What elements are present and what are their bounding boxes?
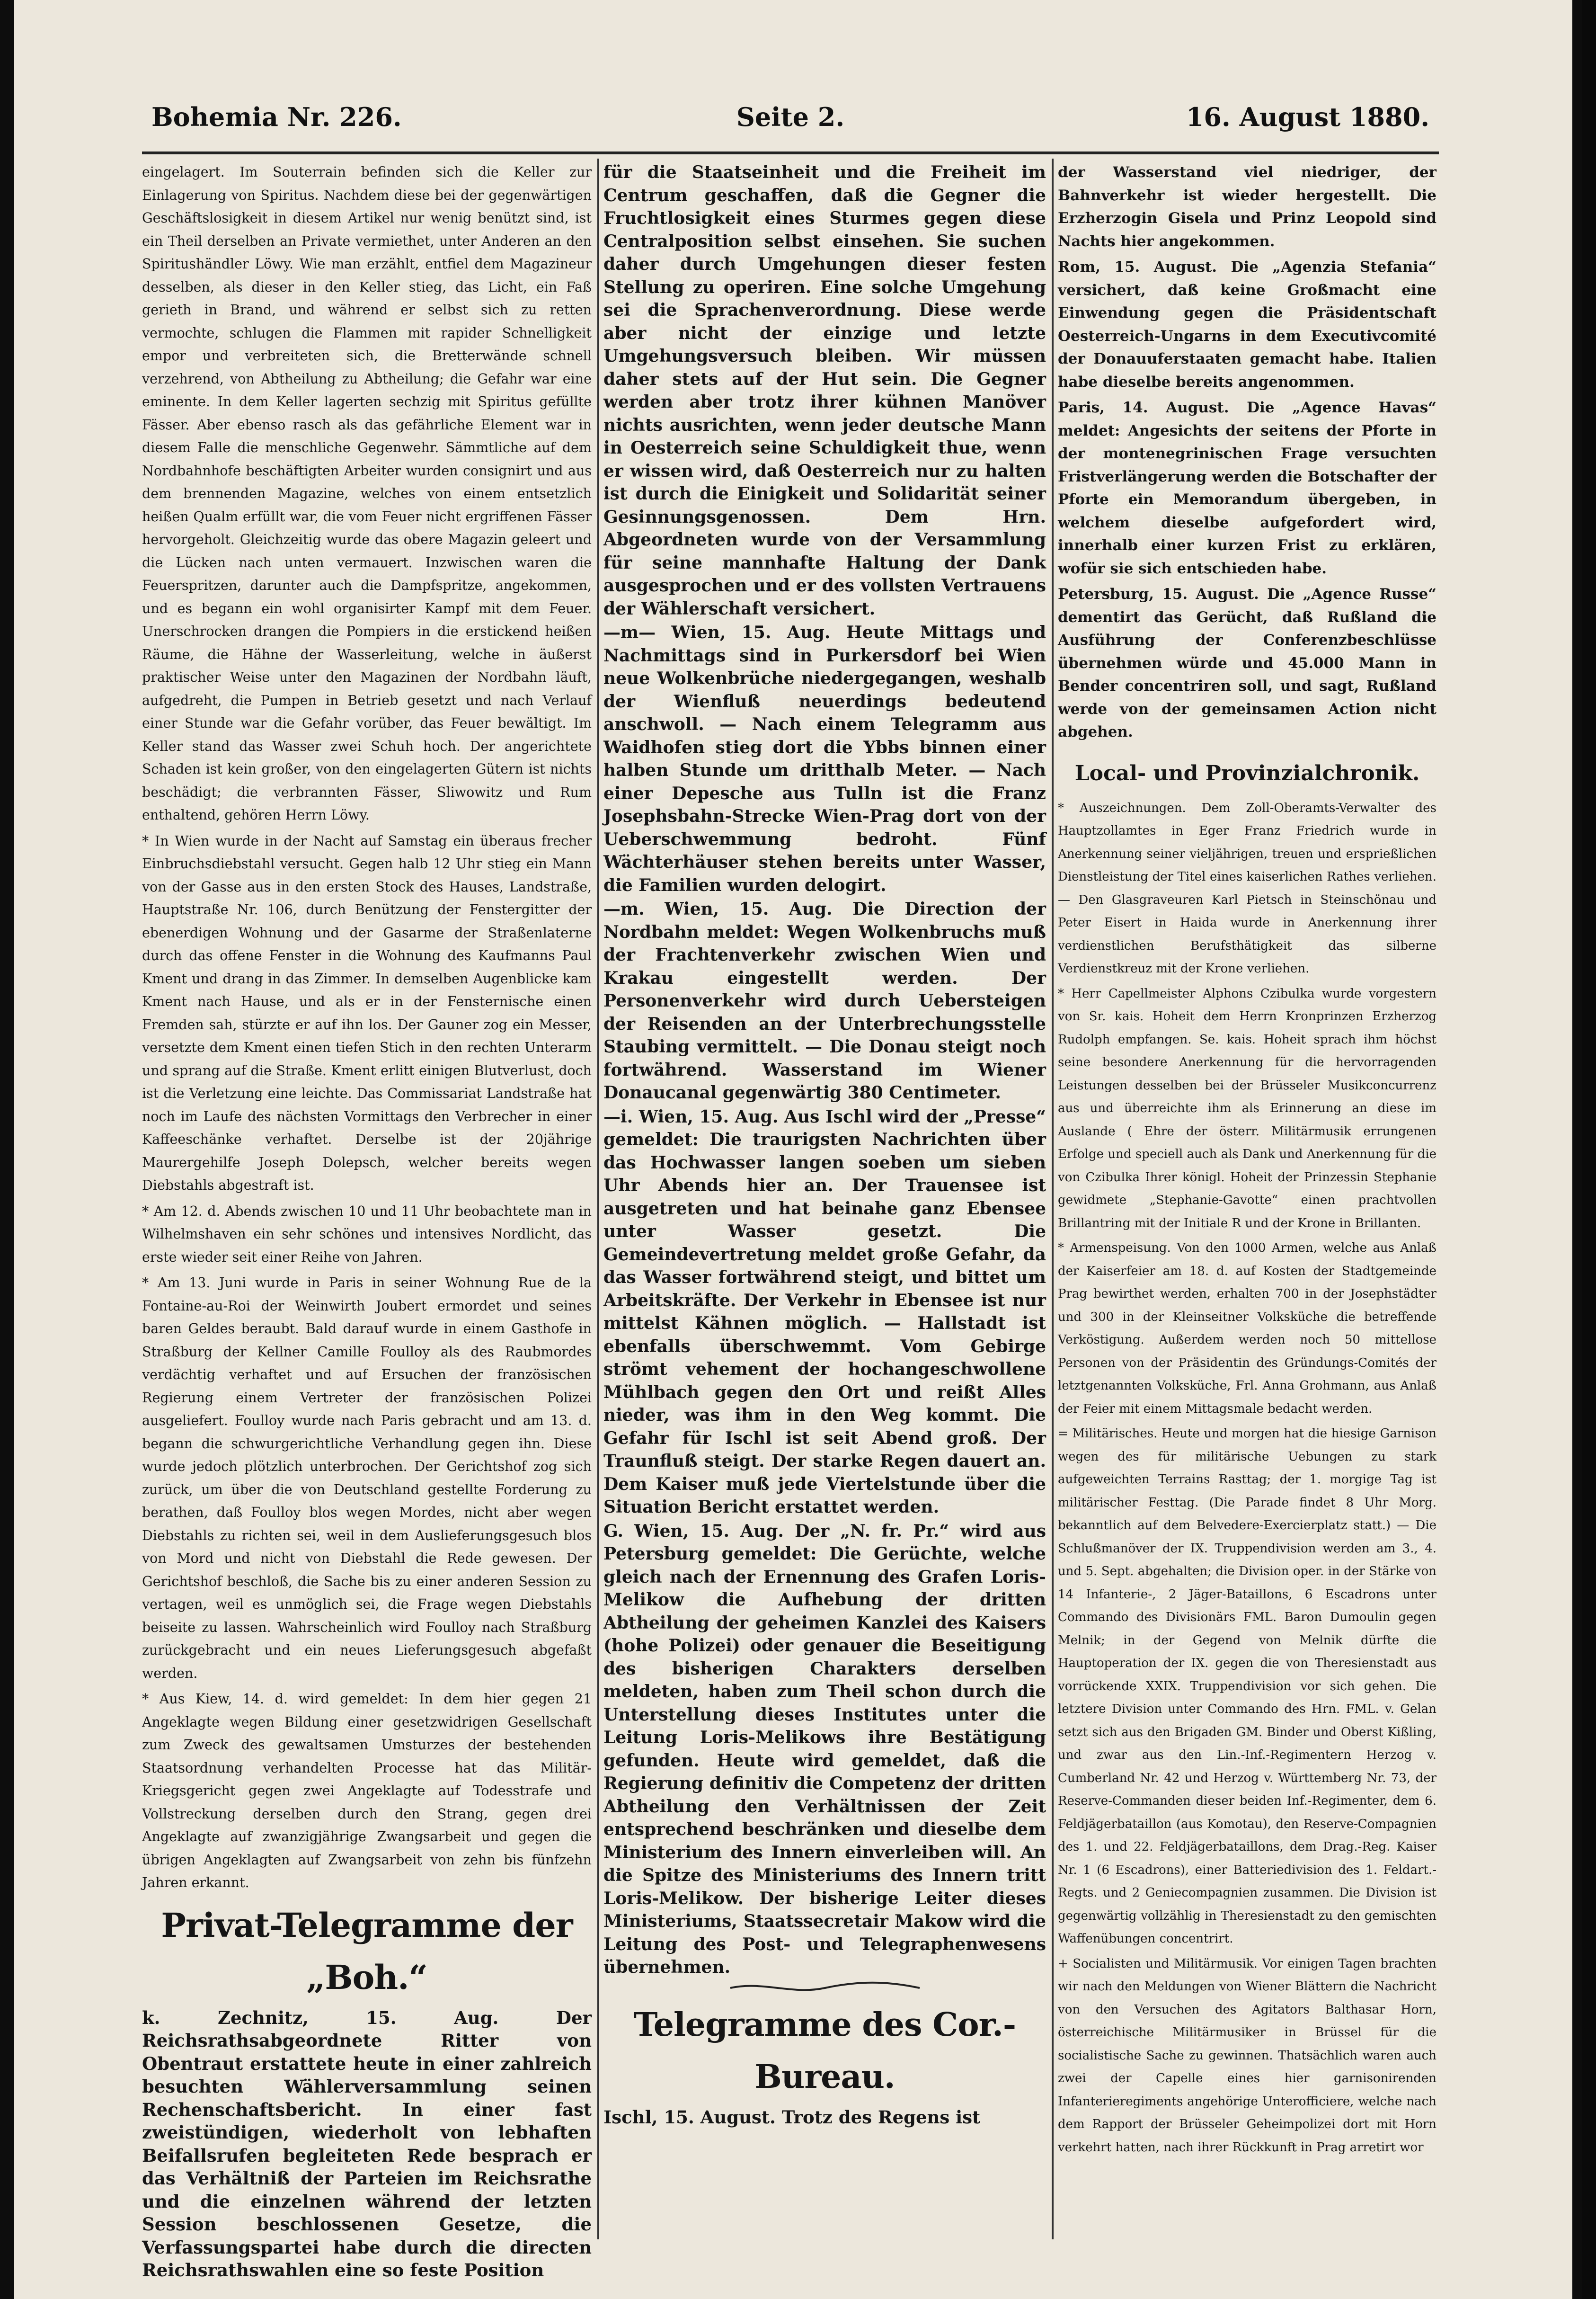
article-zechnitz-continued: für die Staatseinheit und die Freiheit im Centrum geschaffen, daß die Gegner die Fruchtlosigkeit eines Sturmes gegen diese Centralposition selbst einsehen. Sie suchen daher durch Umgehungen dieser festen Stellung zu operiren. Eine solche Umgehung sei die Sprachenverordnung. Diese werde aber nicht der einzige und letzte Umgehungsversuch bleiben. Wir müssen daher stets auf der Hut sein. Die Gegner werden aber trotz ihrer kühnen Manöver nichts ausrichten, wenn jeder deutsche Mann in Oesterreich seine Schuldigkeit thue, wenn er wissen wird, daß Oesterreich nur zu halten ist durch die Einigkeit und Solidarität seiner Gesinnungsgenossen. Dem Hrn. Abgeordneten wurde von der Versammlung für seine mannhafte Haltung der Dank ausgesprochen und er des vollsten Vertrauens der Wählerschaft versichert. — [603, 162, 1046, 619]
article-northern-lights: * Am 12. d. Abends zwischen 10 und 11 Uhr beobachtete man in Wilhelmshaven ein sehr schönes und intensives Nordlicht, das erste wieder seit einer Reihe von Jahren. — [142, 1203, 592, 1265]
article-ischl-flood: —i. Wien, 15. Aug. Aus Ischl wird der „Presse“ gemeldet: Die traurigsten Nachrichten über das Hochwasser langen soeben um sieben Uhr Abends hier an. Der Trauensee ist ausgetreten und hat beinahe ganz Ebensee unter Wasser gesetzt. Die Gemeindevertretung meldet große Gefahr, da das Wasser fortwährend steigt, und bittet um Arbeitskräfte. Der Verkehr in Ebensee ist nur mittelst Kähnen möglich. — Hallstadt ist ebenfalls überschwemmt. Vom Gebirge strömt vehement der hochangeschwollene Mühlbach gegen den Ort und reißt Alles nieder, was ihm in den Weg kommt. Die Gefahr für Ischl ist seit Abend groß. Der Traunfluß steigt. Der starke Regen dauert an. Dem Kaiser muß jede Viertelstunde über die Situation Bericht erstattet werden. — [603, 1106, 1046, 1517]
article-socialists-music: + Socialisten und Militärmusik. Vor einigen Tagen brachten wir nach den Meldungen von Wiener Blättern die Nachricht von den Versuchen des Agitators Balthasar Horn, österreichische Militärmusiker in Brüssel für die socialistische Sache zu gewinnen. Thatsächlich waren auch zwei der Capelle eines hier garnisonirenden Infanterieregiments angehörige Unterofficiere, welche nach dem Rapport der Brüsseler Geheimpolizei dort mit Horn verkehrt hatten, nach ihrer Rückkunft in Prag arretirt wor — [1058, 1956, 1436, 2155]
article-petersburg-russe: Petersburg, 15. August. Die „Agence Russe“ dementirt das Gerücht, daß Rußland die Ausführung der Conferenzbeschlüsse übernehmen würde und 45.000 Mann in Bender concentriren soll, und sagt, Rußland werde von der gemeinsamen Action nicht abgehen. — [1058, 586, 1436, 740]
column-3 — [1058, 161, 1436, 2244]
article-petersburg-police: G. Wien, 15. Aug. Der „N. fr. Pr.“ wird aus Petersburg gemeldet: Die Gerüchte, welche gleich nach der Ernennung des Grafen Loris-Melikow die Aufhebung der dritten Abtheilung der geheimen Kanzlei des Kaisers (hohe Polizei) oder genauer die Beseitigung des bisherigen Charakters derselben meldeten, haben zum Theil schon durch die Unterstellung dieses Institutes unter die Leitung Loris-Melikows ihre Bestätigung gefunden. Heute wird gemeldet, daß die Regierung definitiv die Competenz der dritten Abtheilung den Verhältnissen der Zeit entsprechend beschränken und dieselbe dem Ministerium des Innern einverleiben will. An die Spitze des Ministeriums des Innern tritt Loris-Melikow. Der bisherige Leiter dieses Ministeriums, Staatssecretair Makow wird die Leitung des Post- und Telegraphenwesens übernehmen. — [603, 1521, 1046, 1977]
header-issue: Bohemia Nr. 226. — [151, 102, 402, 132]
page-header — [151, 102, 1429, 140]
article-ischl-report: Ischl, 15. August. Trotz des Regens ist — [603, 2106, 981, 2128]
column-2-body — [603, 161, 1046, 1979]
article-paris-murder: * Am 13. Juni wurde in Paris in seiner Wohnung Rue de la Fontaine-au-Roi der Weinwirth Joubert ermordet und seines baren Geldes beraubt. Bald darauf wurde in einem Gasthofe in Straßburg der Kellner Camille Foulloy als des Raubmordes verdächtig verhaftet und auf Ersuchen der französischen Regierung einem Vertreter der französischen Polizei ausgeliefert. Foulloy wurde nach Paris gebracht und am 13. d. begann die schwurgerichtliche Verhandlung gegen ihn. Diese wurde jedoch plötzlich unterbrochen. Der Gerichtshof zog sich zurück, um über die von Deutschland gestellte Forderung zu berathen, daß Foulloy blos wegen Mordes, nicht aber wegen Diebstahls zu richten sei, weil in dem Auslieferungsgesuch blos von Mord und nicht von Diebstahl die Rede gewesen. Der Gerichtshof beschloß, die Sache bis zu einer anderen Session zu vertagen, weil es unmöglich sei, die Frage wegen Diebstahls beiseite zu lassen. Wahrscheinlich wird Foulloy nach Straßburg zurückgebracht und ein neues Lieferungsgesuch abgefaßt werden. — [142, 1275, 592, 1681]
article-kiev-trial: * Aus Kiew, 14. d. wird gemeldet: In dem hier gegen 21 Angeklagte wegen Bildung einer gesetzwidrigen Gesellschaft zum Zweck des gewaltsamen Umsturzes der bestehenden Staatsordnung verhandelten Processe hat das Militär-Kriegsgericht gegen zwei Angeklagte auf Todesstrafe und Vollstreckung derselben durch den Strang, gegen drei Angeklagte auf zwanzigjährige Zwangsarbeit und gegen die übrigen Angeklagten auf Zwangsarbeit von zehn bis fünfzehn Jahren erkannt. — [142, 1691, 592, 1890]
article-rome: Rom, 15. August. Die „Agenzia Stefania“ versichert, daß keine Großmacht eine Einwendung gegen die Präsidentschaft Oesterreich-Ungarns in dem Executivcomité der Donauuferstaaten gemacht habe. Italien habe dieselbe bereits angenommen. — [1058, 258, 1436, 391]
article-zechnitz: k. Zechnitz, 15. Aug. Der Reichsrathsabgeordnete Ritter von Obentraut erstattete heute in einer zahlreich besuchten Wählerversammlung seinen Rechenschaftsbericht. In einer fast zweistündigen, wiederholt von lebhaften Beifallsrufen begleiteten Rede besprach er das Verhältniß der Parteien im Reichsrathe und die einzelnen während der letzten Session beschlossenen Gesetze, die Verfassungspartei habe durch die directen Reichsrathswahlen eine so feste Position — [142, 2007, 592, 2281]
column-divider-2 — [1052, 159, 1054, 2239]
newspaper-page — [14, 0, 1572, 2299]
section-title-cor-bureau: Telegramme des Cor.-Bureau. — [633, 2005, 1016, 2096]
column-1 — [142, 161, 592, 2281]
column-2 — [603, 161, 1046, 2244]
article-nordbahn: —m. Wien, 15. Aug. Die Direction der Nordbahn meldet: Wegen Wolkenbruchs muß der Frachtenverkehr zwischen Wien und Krakau eingestellt werden. Der Personenverkehr wird durch Uebersteigen der Reisenden an der Unterbrechungsstelle Staubing vermittelt. — Die Donau steigt noch fortwährend. Wasserstand im Wiener Donaucanal gegenwärtig 380 Centimeter. — [603, 899, 1046, 1103]
article-czibulka: * Herr Capellmeister Alphons Czibulka wurde vorgestern von Sr. kais. Hoheit dem Herrn Kronprinzen Erzherzog Rudolph empfangen. Se. kais. Hoheit sprach ihm höchst seine besondere Anerkennung für die hervorragenden Leistungen desselben bei der Brüsseler Musikconcurrenz aus und überreichte ihm als Erinnerung an diese im Auslande ( Ehre der österr. Militärmusik errungenen Erfolge und speciell auch als Dank und Anerkennung für die von Czibulka Ihrer königl. Hoheit der Prinzessin Stephanie gewidmete „Stephanie-Gavotte“ einen prachtvollen Brillantring mit der Initiale R und der Krone in Brillanten. — [1058, 986, 1436, 1230]
article-military: = Militärisches. Heute und morgen hat die hiesige Garnison wegen des für militärische Uebungen zu stark aufgeweichten Terrains Rasttag; der 1. morgige Tag ist militärischer Festtag. (Die Parade findet 8 Uhr Morg. bekanntlich auf dem Belvedere-Exercierplatz statt.) — Die Schlußmanöver der IX. Truppendivision werden am 3., 4. und 5. Sept. abgehalten; die Division oper. in der Stärke von 14 Infanterie-, 2 Jäger-Bataillons, 6 Escadrons unter Commando des Divisionärs FML. Baron Dumoulin gegen Melnik; in der Gegend von Melnik dürfte die Hauptoperation der IX. gegen die von Theresienstadt aus vorrückende XXIX. Truppendivision vor sich gehen. Die letztere Division unter Commando des Hrn. FML. v. Gelan setzt sich aus den Brigaden GM. Binder und Oberst Kißling, und zwar aus den Lin.-Inf.-Regimentern Herzog v. Cumberland Nr. 42 und Herzog v. Württemberg Nr. 73, der Reserve-Commanden dieser beiden Inf.-Regimenter, dem 6. Feldjägerbataillon (aus Komotau), den Reserve-Compagnien des 1. und 22. Feldjägerbataillons, dem Drag.-Reg. Kaiser Nr. 1 (6 Escadrons), einer Batteriedivision des 1. Feldart.-Regts. und 2 Geniecompagnien zusammen. Die Division ist gegenwärtig vollzählig in Theresienstadt zu den gemischten Waffenübungen concentrirt. — [1058, 1426, 1436, 1946]
scan-edge — [1582, 0, 1596, 2299]
section-title-local-chronicle: Local- und Provinzialchronik. — [1074, 761, 1420, 785]
header-rule — [142, 151, 1439, 154]
article-fire-continued: eingelagert. Im Souterrain befinden sich die Keller zur Einlagerung von Spiritus. Nachdem diese bei der gegenwärtigen Geschäftslosigkeit in diesem Artikel nur wenig benützt sind, ist ein Theil derselben an Private vermiethet, unter Anderen an den Spiritushändler Löwy. Wie man erzählt, entfiel dem Magazineur desselben, als dieser in den Keller stieg, das Licht, ein Faß gerieth in Brand, und während er selbst sich zu retten vermochte, schlugen die Flammen mit rapider Schnelligkeit empor und verbreiteten sich, die Bretterwände schnell verzehrend, von Abtheilung zu Abtheilung; die Gefahr war eine eminente. In dem Keller lagerten sechzig mit Spiritus gefüllte Fässer. Aber ebenso rasch als das gefährliche Element war in diesem Falle die menschliche Gegenwehr. Sämmtliche auf dem Nordbahnhofe beschäftigten Arbeiter wurden consignirt und aus dem brennenden Magazine, welches von einem entsetzlich heißen Qualm erfüllt war, die vom Feuer nicht ergriffenen Fässer hervorgeholt. Gleichzeitig wurde das obere Magazin geleert und die Lücken nach unten vermauert. Inzwischen waren die Feuerspritzen, darunter auch die Dampfspritze, angekommen, und es begann ein wohl organisirter Kampf mit dem Feuer. Unerschrocken drangen die Pompiers in die erstickend heißen Räume, die Hähne der Wasserleitung, welche in äußerst praktischer Weise unter den Magazinen der Nordbahn läuft, aufgedreht, die Pumpen in Betrieb gesetzt und nach Verlauf einer Stunde war die Gefahr vorüber, das Feuer bewältigt. Im Keller stand das Wasser zwei Schuh hoch. Der angerichtete Schaden ist kein großer, von den eingelagerten Gütern ist nichts beschädigt; die verbrannten Fässer, Sliwowitz und Rum enthaltend, gehören Herrn Löwy. — [142, 164, 592, 823]
section-title-private-telegrams: Privat-Telegramme der „Boh.“ — [161, 1905, 573, 1997]
article-vienna-burglary: * In Wien wurde in der Nacht auf Samstag ein überaus frecher Einbruchsdiebstahl versucht. Gegen halb 12 Uhr stieg ein Mann von der Gasse aus in den ersten Stock des Hauses, Landstraße, Hauptstraße Nr. 106, durch Benützung der Fenstergitter der ebenerdigen Wohnung und der Gasarme der Straßenlaterne durch das offene Fenster in die Wohnung des Kaufmanns Paul Kment und drang in das Zimmer. In demselben Augenblicke kam Kment nach Hause, und als er in der Fensternische einen Fremden sah, stürzte er auf ihn los. Der Gauner zog ein Messer, versetzte dem Kment einen tiefen Stich in den rechten Unterarm und sprang auf die Straße. Kment erlitt einigen Blutverlust, doch ist die Verletzung eine leichte. Das Commissariat Landstraße hat noch im Laufe des nächsten Vormittags den Verbrecher in einer Kaffeeschänke verhaftet. Derselbe ist der 20jährige Maurergehilfe Joseph Dolepsch, welcher bereits wegen Diebstahls abgestraft ist. — [142, 833, 592, 1193]
ornament-divider — [726, 1982, 924, 1994]
article-poor-feeding: * Armenspeisung. Von den 1000 Armen, welche aus Anlaß der Kaiserfeier am 18. d. auf Kosten der Stadtgemeinde Prag bewirthet werden, erhalten 700 in der Josephstädter und 300 in der Kleinseitner Volksküche die betreffende Verköstigung. Außerdem werden noch 50 mittellose Personen von der Präsidentin des Gründungs-Comités der letztgenannten Volksküche, Frl. Anna Grohmann, aus Anlaß der Feier mit einem Mittagsmale bedacht werden. — [1058, 1241, 1436, 1416]
article-awards: * Auszeichnungen. Dem Zoll-Oberamts-Verwalter des Hauptzollamtes in Eger Franz Friedrich wurde in Anerkennung seiner vieljährigen, treuen und ersprießlichen Dienstleistung der Titel eines kaiserlichen Rathes verliehen. — Den Glasgraveuren Karl Pietsch in Steinschönau und Peter Eisert in Haida wurde in Anerkennung ihrer verdienstlichen Berufsthätigkeit das silberne Verdienstkreuz mit der Krone verliehen. — [1058, 801, 1436, 976]
article-ischl-continued: der Wasserstand viel niedriger, der Bahnverkehr ist wieder hergestellt. Die Erzherzogin Gisela und Prinz Leopold sind Nachts hier angekommen. — [1058, 164, 1436, 250]
header-page-number: Seite 2. — [736, 102, 845, 132]
header-date: 16. August 1880. — [1186, 102, 1429, 132]
article-vienna-cloudburst: —m— Wien, 15. Aug. Heute Mittags und Nachmittags sind in Purkersdorf bei Wien neue Wolkenbrüche niedergegangen, weshalb der Wienfluß neuerdings bedeutend anschwoll. — Nach einem Telegramm aus Waidhofen stieg dort die Ybbs binnen einer halben Stunde um dritthalb Meter. — Nach einer Depesche aus Tulln ist die Franz Josephsbahn-Strecke Wien-Prag dort von der Ueberschwemmung bedroht. Fünf Wächterhäuser stehen bereits unter Wasser, die Familien wurden delogirt. — [603, 623, 1046, 895]
column-divider-1 — [597, 159, 599, 2239]
article-paris-havas: Paris, 14. August. Die „Agence Havas“ meldet: Angesichts der seitens der Pforte in der montenegrinischen Frage versuchten Fristverlängerung werden die Botschafter der Pforte ein Memorandum übergeben, in welchem dieselbe aufgefordert wird, innerhalb einer kurzen Frist zu erklären, wofür sie sich entschieden habe. — [1058, 399, 1436, 577]
